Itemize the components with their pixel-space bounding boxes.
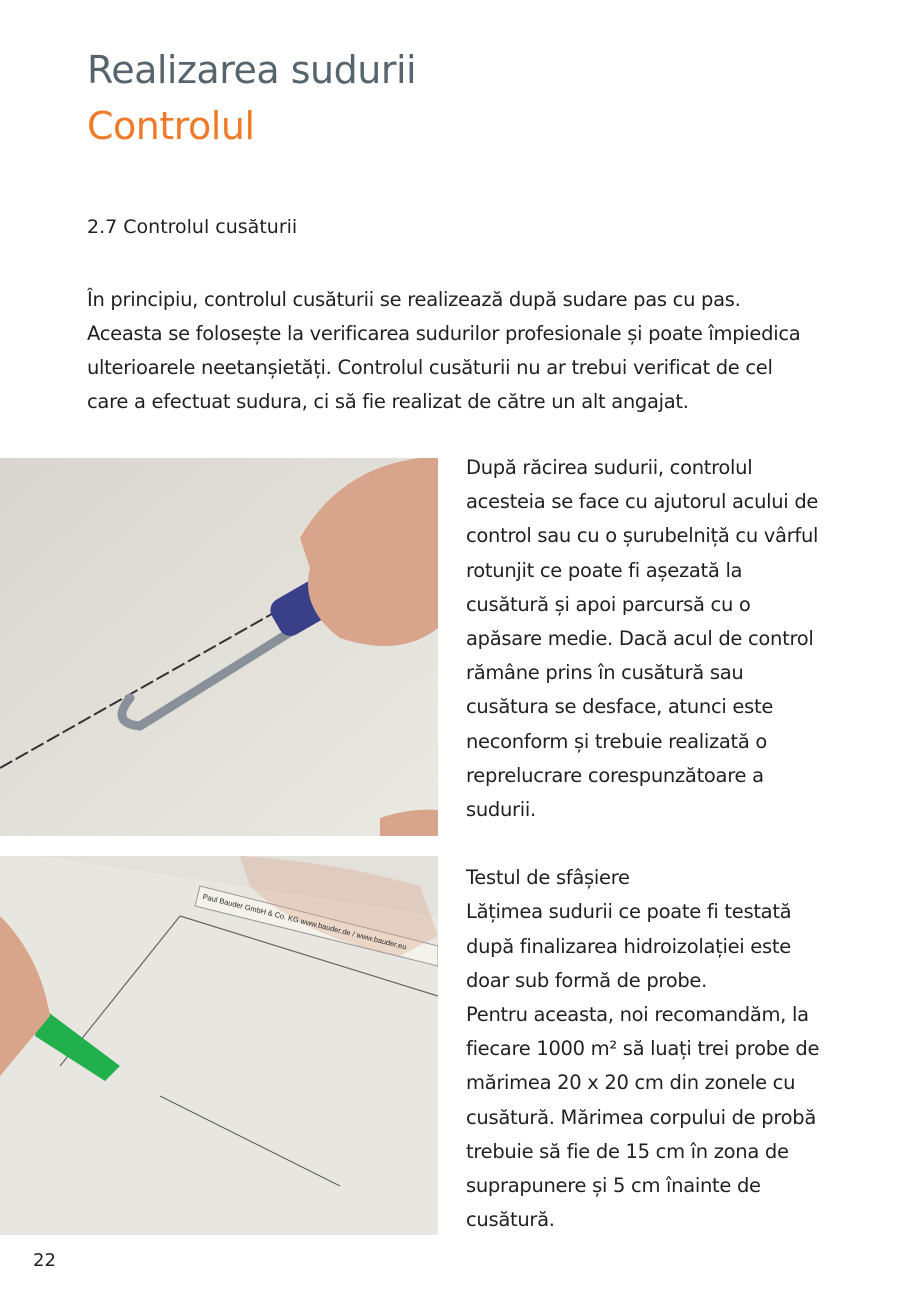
test-heading: Testul de sfâșiere (466, 866, 630, 890)
ruler-text: Paul Bauder GmbH & Co. KG www.bauder.de / www.bauder.eu (201, 892, 408, 952)
test-paragraph: Lățimea sudurii ce poate fi testată după finalizarea hidroizolației este doar sub formă de probe. (466, 900, 792, 992)
right-column (466, 451, 826, 1237)
photo-seam-probe (0, 458, 438, 836)
page-title: Realizarea sudurii (87, 48, 417, 92)
intro-paragraph: În principiu, controlul cusăturii se realizează după sudare pas cu pas. Aceasta se folosește la verificarea sudurilor profesionale și poate împiedica ulterioarele neetanșietăți. Controlul cusăturii nu ar trebui verificat de cel care a efectuat sudura, ci să fie realizat de către un alt angajat. (87, 288, 801, 413)
probe-paragraph: După răcirea sudurii, controlul acesteia se face cu ajutorul acului de control sau cu o șurubelniță cu vârful rotunjit ce poate fi așezată la cusătură și apoi parcursă cu o apăsare medie. Dacă acul de control rămâne prins în cusătură sau cusătura se desface, atunci este neconform și trebuie realizată o reprelucrare corespunzătoare a sudurii. (466, 456, 819, 822)
recommendation-paragraph: Pentru aceasta, noi recomandăm, la fiecare 1000 m² să luați trei probe de mărimea 20 x 20 cm din zonele cu cusătură. Mărimea corpului de probă trebuie să fie de 15 cm în zona de suprapunere și 5 cm înainte de cusătură. (466, 1003, 820, 1232)
section-heading: 2.7 Controlul cusăturii (87, 216, 298, 238)
page-subtitle: Controlul (87, 104, 255, 148)
page-number: 22 (33, 1250, 56, 1271)
photo-tear-test (0, 856, 438, 1235)
